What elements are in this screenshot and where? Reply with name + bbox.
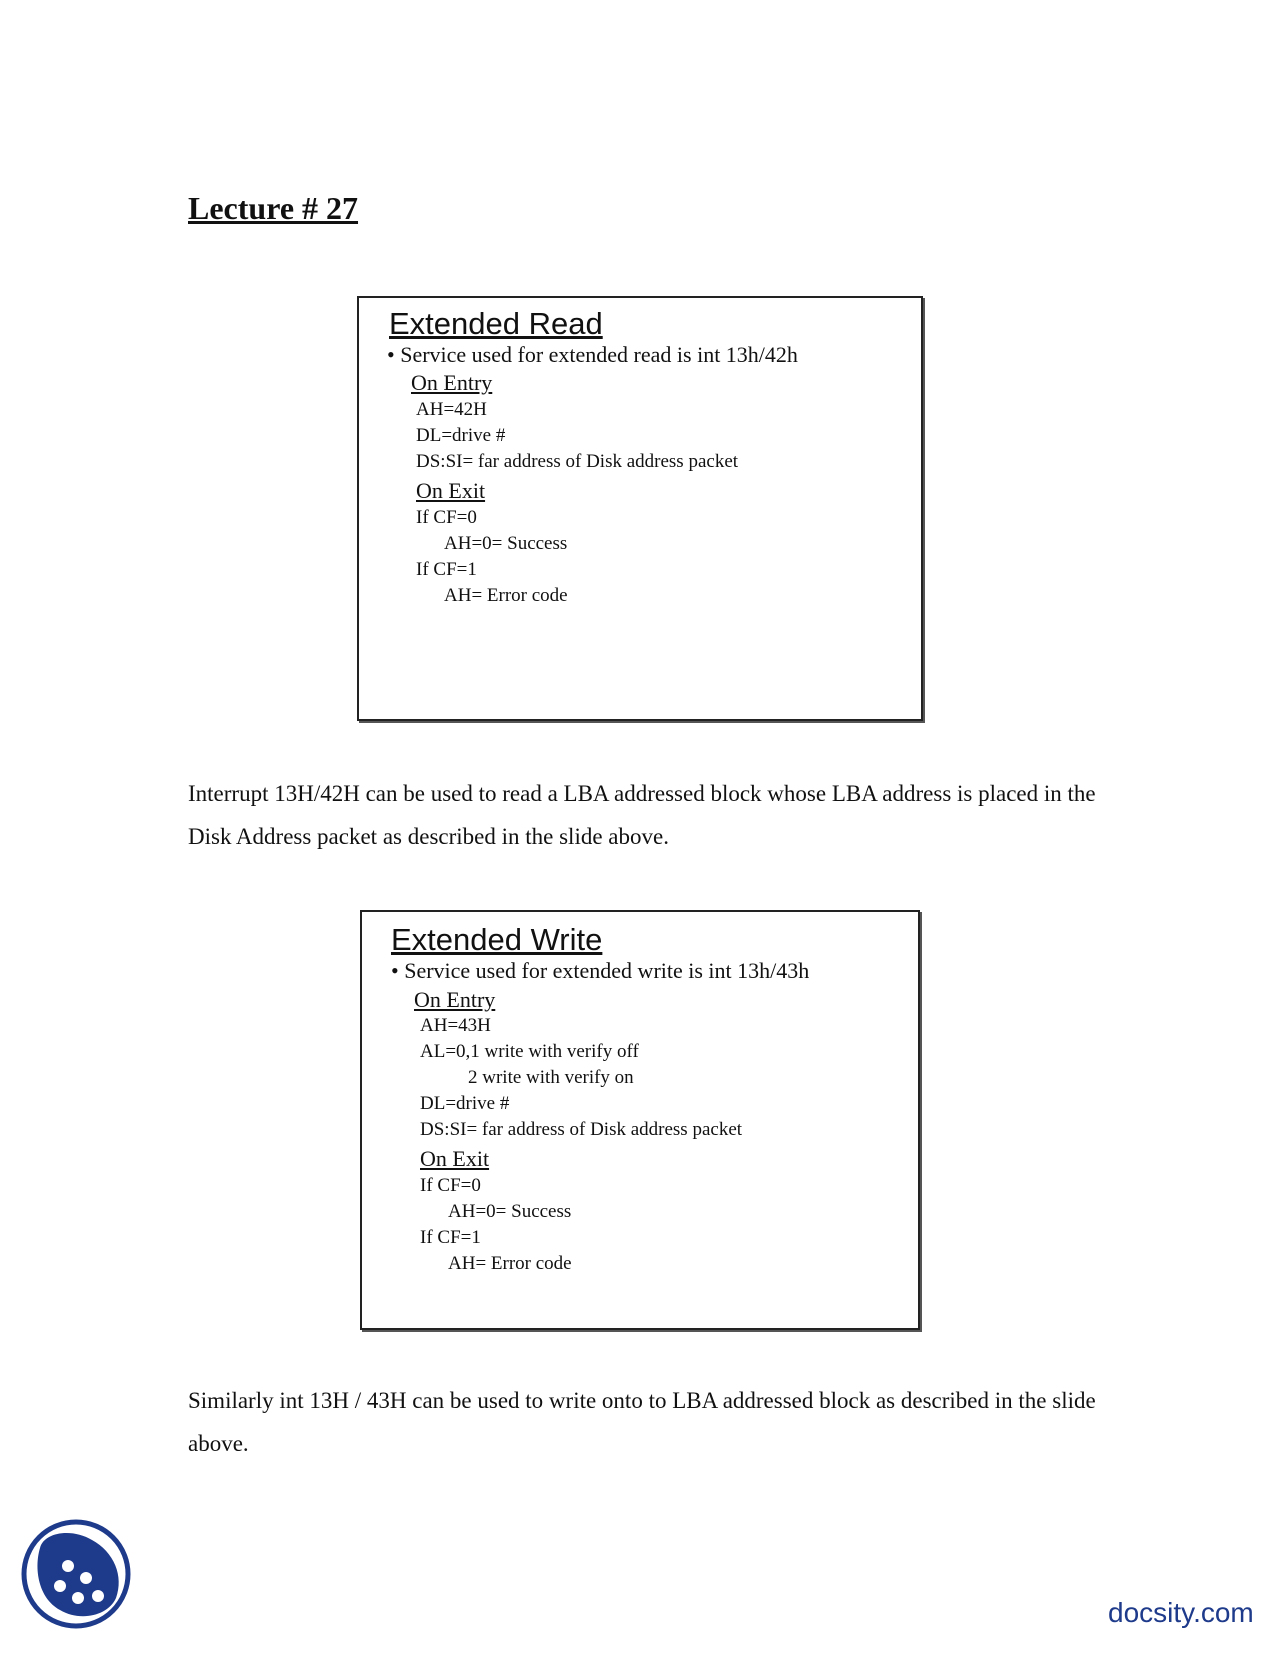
entry-line: AL=0,1 write with verify off (420, 1041, 639, 1062)
entry-line: AH=42H (416, 399, 487, 420)
entry-line: DL=drive # (420, 1093, 510, 1114)
on-entry-label: On Entry (414, 987, 496, 1012)
exit-line: AH=0= Success (444, 533, 568, 554)
exit-line: If CF=1 (416, 559, 477, 580)
paragraph-write: Similarly int 13H / 43H can be used to write onto to LBA addressed block as described in the slide above. (188, 1388, 1096, 1456)
entry-line: DS:SI= far address of Disk address packet (416, 451, 739, 472)
page-title: Lecture # 27 (188, 190, 359, 226)
entry-line: DS:SI= far address of Disk address packet (420, 1119, 743, 1140)
exit-line: AH= Error code (444, 585, 568, 606)
on-exit-label: On Exit (416, 478, 486, 503)
slide-bullet: • Service used for extended write is int 13h/43h (391, 958, 810, 983)
exit-line: If CF=0 (416, 507, 477, 528)
on-exit-label: On Exit (420, 1146, 490, 1171)
exit-line: AH=0= Success (448, 1201, 572, 1222)
slide-extended-read (357, 296, 923, 721)
slide-title: Extended Write (391, 922, 603, 957)
on-entry-label: On Entry (411, 370, 493, 395)
exit-line: If CF=0 (420, 1175, 481, 1196)
entry-line: 2 write with verify on (468, 1067, 634, 1088)
entry-line: DL=drive # (416, 425, 506, 446)
exit-line: AH= Error code (448, 1253, 572, 1274)
exit-line: If CF=1 (420, 1227, 481, 1248)
entry-line: AH=43H (420, 1015, 491, 1036)
docsity-logo-icon[interactable] (20, 1518, 132, 1630)
slide-title: Extended Read (389, 306, 603, 341)
docsity-brand-link[interactable]: docsity.com (1108, 1597, 1254, 1628)
slide-bullet: • Service used for extended read is int 13h/42h (387, 342, 798, 367)
paragraph-read: Interrupt 13H/42H can be used to read a LBA addressed block whose LBA address is placed in the Disk Address packet as described in the slide above. (188, 781, 1096, 849)
slide-extended-write (360, 910, 920, 1330)
